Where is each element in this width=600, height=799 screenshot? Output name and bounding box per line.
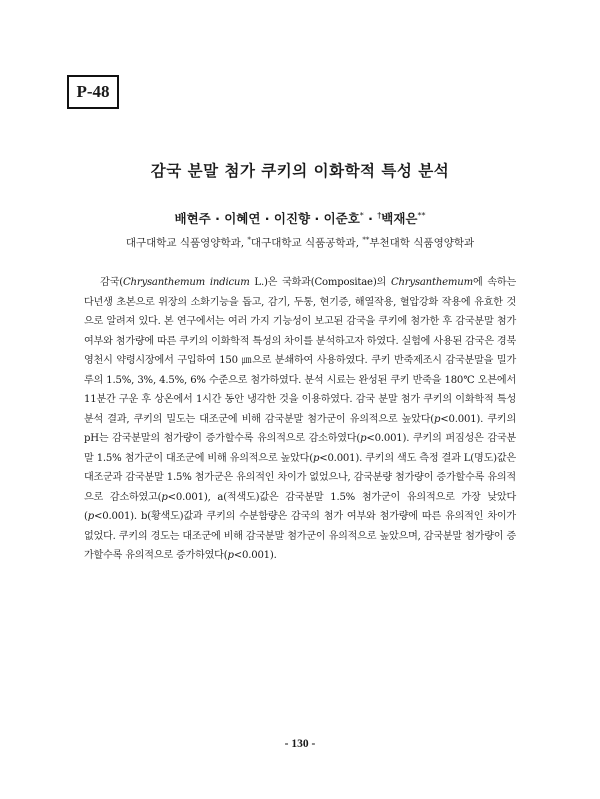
species-name: Chrysanthemum indicum <box>123 277 250 288</box>
genus-name: Chrysanthemum <box>390 277 473 288</box>
author-name: 배현주 <box>174 211 211 226</box>
affiliation-mark: ** <box>417 211 426 220</box>
author-name: 백재은 <box>381 211 418 226</box>
author-separator: · <box>260 211 274 226</box>
affiliation: 부천대학 식품영양학과 <box>369 237 475 249</box>
affiliation-list <box>0 235 600 250</box>
author-separator: · <box>310 211 324 226</box>
author-separator: · <box>210 211 225 226</box>
abstract <box>84 273 516 566</box>
corresponding-author-mark: † <box>377 211 382 220</box>
author-separator: · <box>363 211 378 226</box>
affiliation: 대구대학교 식품영양학과, <box>125 237 245 249</box>
poster-id-badge <box>67 75 119 109</box>
paper-title: 감국 분말 첨가 쿠키의 이화학적 특성 분석 <box>150 162 450 180</box>
affiliation-mark: * <box>359 211 364 220</box>
affiliation-mark: * <box>247 236 251 244</box>
abstract-paragraph: 감국(Chrysanthemum indicum L.)은 국화과(Compositae)의 Chrysanthemum에 속하는 다년생 초본으로 위장의 소화기능을 돕고, 감기, 두통, 현기증, 해열작용, 혈압강화 작용에 유효한 것으로 알려져 있다. 본 연구에서는 여러 가지 기능성이 보고된 감국을 쿠키에 첨가한 후 감국분말 첨가 여부와 첨가량에 따른 쿠키의 이화학적 특성의 차이를 분석하고자 하였다. 실험에 사용된 감국은 경북 영천시 약령시장에서 구입하여 150 ㎛으로 분쇄하여 사용하였다. 쿠키 반죽제조시 감국분말을 밀가루의 1.5%, 3%, 4.5%, 6% 수준으로 첨가하였다. 분석 시료는 완성된 쿠키 반죽을 180℃ 오븐에서 11분간 구운 후 상온에서 1시간 동안 냉각한 것을 이용하였다. 감국 분말 첨가 쿠키의 이화학적 특성 분석 결과, 쿠키의 밀도는 대조군에 비해 감국분말 첨가군이 유의적으로 높았다(p<0.001). 쿠키의 pH는 감국분말의 첨가량이 증가할수록 유의적으로 감소하였다(p<0.001). 쿠키의 퍼짐성은 감국분말 1.5% 첨가군이 대조군에 비해 유의적으로 높았다(p<0.001). 쿠키의 색도 측정 결과 L(명도)값은 대조군과 감국분말 1.5% 첨가군은 유의적인 차이가 없었으나, 감국분량 첨가량이 증가할수록 유의적으로 감소하였고(p<0.001), a(적색도)값은 감국분말 1.5% 첨가군이 유의적으로 가장 낮았다(p<0.001). b(황색도)값과 쿠키의 수분함량은 감국의 첨가 여부와 첨가량에 따른 유의적인 차이가 없었다. 쿠키의 경도는 대조군에 비해 감국분말 첨가군이 유의적으로 높았으며, 감국분말 첨가량이 증가할수록 유의적으로 증가하였다(p<0.001). <box>84 277 516 561</box>
affiliation: 대구대학교 식품공학과, <box>250 237 360 249</box>
affiliation-mark: ** <box>362 236 370 244</box>
author-name: 이진향 <box>273 211 311 226</box>
page-number: - 130 - <box>284 738 316 750</box>
author-name: 이혜연 <box>224 211 261 226</box>
poster-id: P-48 <box>76 82 110 101</box>
author-list <box>0 209 600 227</box>
author-name: 이준호 <box>323 211 360 226</box>
